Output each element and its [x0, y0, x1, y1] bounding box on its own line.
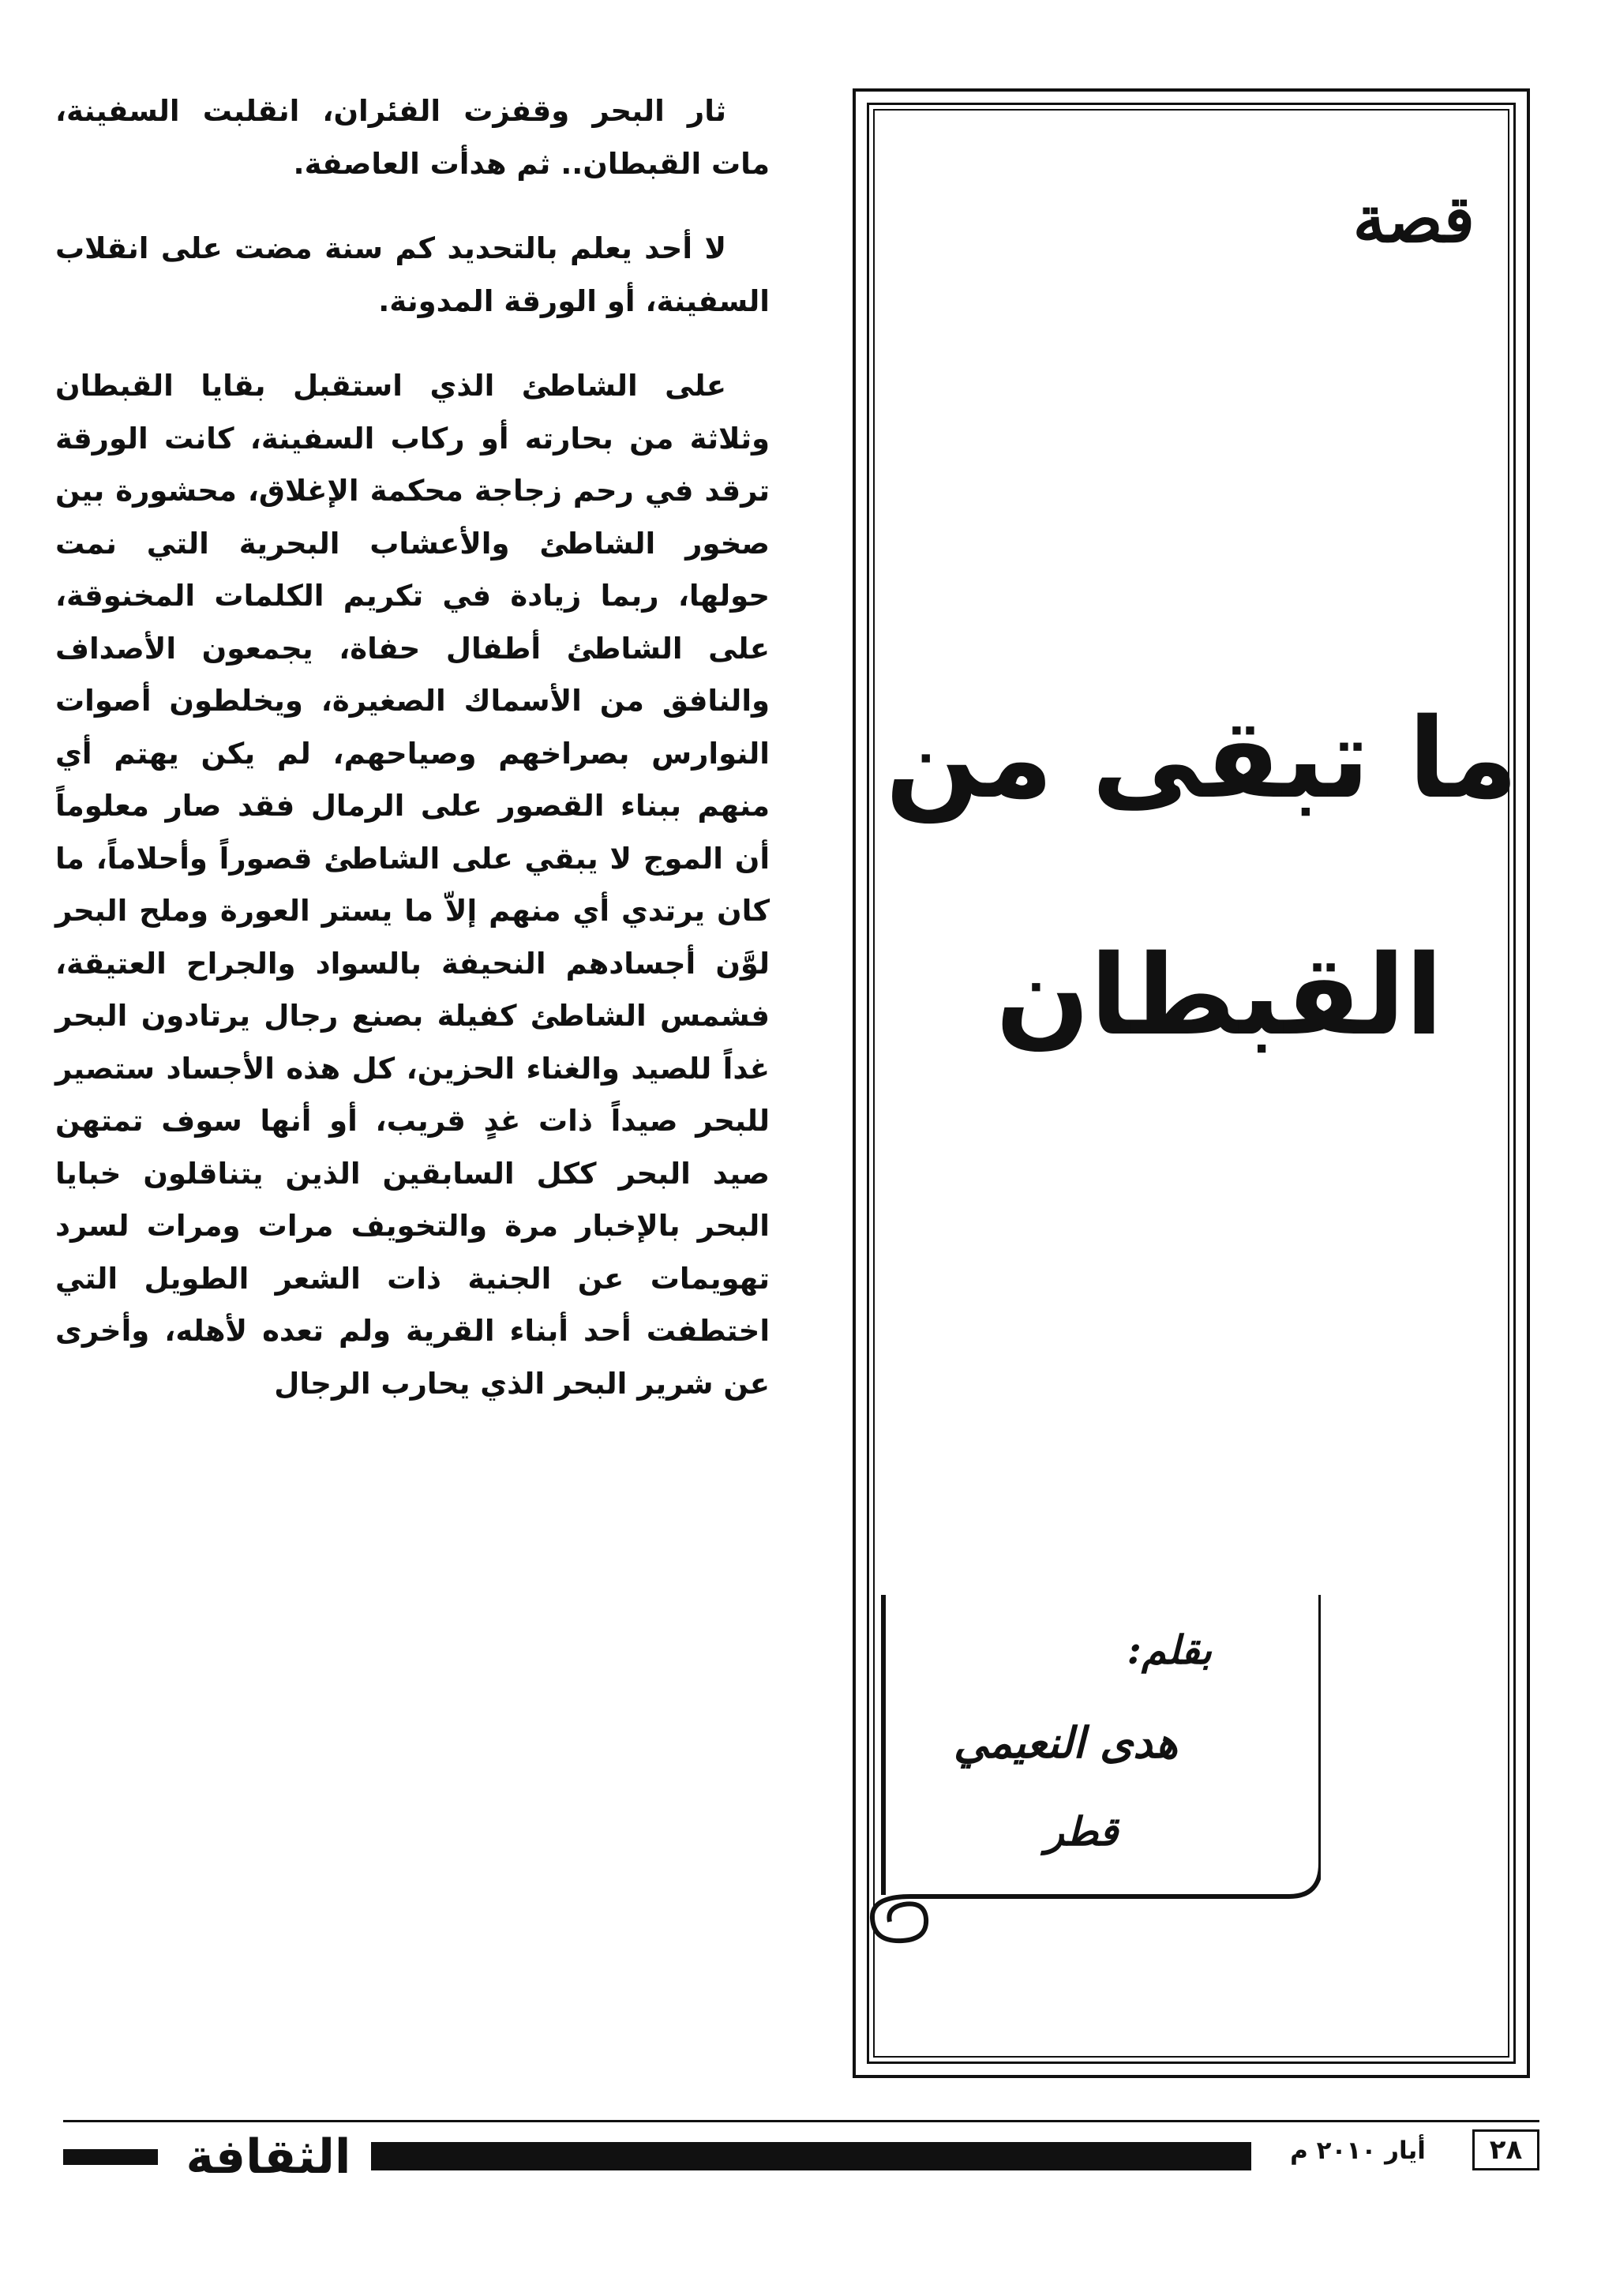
footer-bar-middle: [371, 2142, 1251, 2170]
story-title-line-1: ما تبقى من: [885, 695, 1518, 823]
story-paragraph-2: لا أحد يعلم بالتحديد كم سنة مضت على انقلاب السفينة، أو الورقة المدونة.: [55, 231, 770, 318]
page-number: ٢٨: [1472, 2129, 1539, 2170]
story-title-line-2: القبطان: [995, 932, 1443, 1060]
story-paragraph-3: على الشاطئ الذي استقبل بقايا القبطان وثلاثة من بحارته أو ركاب السفينة، كانت الورقة ترقد في رحم زجاجة محكمة الإغلاق، محشورة بين صخور الشاطئ والأعشاب البحرية التي نمت حولها، ربما زيادة في تكريم الكلمات المخنوقة، على الشاطئ أطفال حفاة، يجمعون الأصداف والنافق من الأسماك الصغيرة، ويخلطون أصوات النوارس بصراخهم وصياحهم، لم يكن يهتم أي منهم ببناء القصور على الرمال فقد صار معلوماً أن الموج لا يبقي على الشاطئ قصوراً وأحلاماً، ما كان يرتدي أي منهم إلاّ ما يستر العورة وملح البحر لوَّن أجسادهم النحيفة بالسواد والجراح العتيقة، فشمس الشاطئ كفيلة بصنع رجال يرتادون البحر غداً للصيد والغناء الحزين، كل هذه الأجساد ستصير للبحر صيداً ذات غدٍ قريب، أو أنها سوف تمتهن صيد البحر ككل السابقين الذين يتناقلون خبايا البحر بالإخبار مرة والتخويف مرات ومرات لسرد تهويمات عن الجنية ذات الشعر الطويل التي اختطفت أحد أبناء القرية ولم تعده لأهله، وأخرى عن شرير البحر الذي يحارب الرجال: [55, 369, 770, 1401]
magazine-logo: الثقافة: [186, 2129, 351, 2185]
author-byline-label: بقلم:: [1127, 1626, 1212, 1673]
story-paragraph-1: ثار البحر وقفزت الفئران، انقلبت السفينة، مات القبطان.. ثم هدأت العاصفة.: [55, 94, 770, 181]
section-label: قصة: [1352, 182, 1475, 257]
author-country: قطر: [1044, 1808, 1119, 1855]
issue-date: أيار ٢٠١٠ م: [1290, 2137, 1426, 2165]
footer-bar-left: [63, 2149, 158, 2165]
footer-rule: [63, 2120, 1539, 2122]
story-column: [55, 85, 770, 1443]
author-name: هدى النعيمي: [953, 1717, 1179, 1768]
